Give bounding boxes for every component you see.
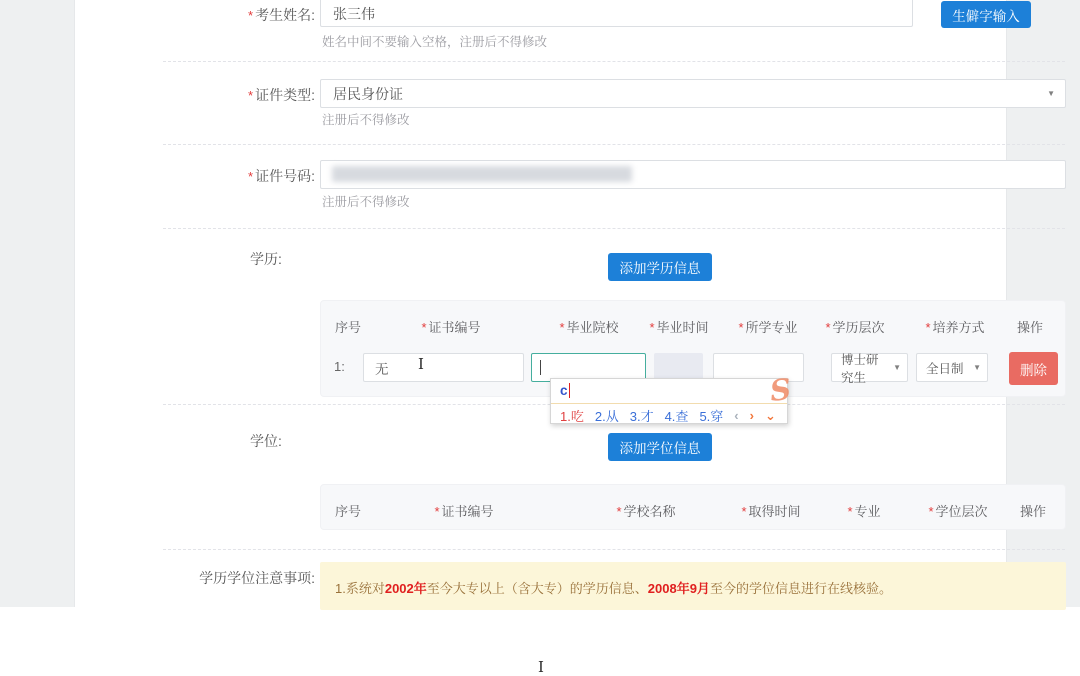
ime-expand-icon[interactable]: ⌄ xyxy=(764,407,776,423)
text-cursor-icon: I xyxy=(418,355,424,373)
id-number-redacted-value xyxy=(332,166,632,182)
ime-candidate-1[interactable]: 1.吃 xyxy=(560,409,584,424)
id-type-value: 居民身份证 xyxy=(333,85,403,102)
edu-row-index: 1: xyxy=(334,359,345,374)
deg-col-obtain-time: * 取得时间 xyxy=(741,504,801,519)
degree-table xyxy=(320,484,1066,530)
section-divider xyxy=(163,228,1065,229)
ime-prev-page-icon[interactable]: ‹ xyxy=(734,408,739,423)
chevron-down-icon: ▼ xyxy=(1047,89,1055,98)
candidate-name-input[interactable] xyxy=(320,0,913,27)
candidate-name-label: * 考生姓名: xyxy=(248,7,315,23)
text-caret xyxy=(540,360,541,375)
edu-col-mode: * 培养方式 xyxy=(925,320,985,335)
ime-candidate-5[interactable]: 5.穿 xyxy=(699,409,724,424)
ime-caret xyxy=(569,383,571,398)
deg-col-index: 序号 xyxy=(334,504,362,519)
ime-candidate-4[interactable]: 4.查 xyxy=(664,409,689,424)
deg-col-cert-no: * 证书编号 xyxy=(434,504,494,519)
edu-col-index: 序号 xyxy=(334,320,362,335)
deg-col-level: * 学位层次 xyxy=(928,504,988,519)
deg-col-actions: 操作 xyxy=(1019,504,1047,519)
required-asterisk: * xyxy=(248,88,254,103)
section-divider xyxy=(163,61,1065,62)
form-panel xyxy=(74,0,1055,676)
ime-candidate-3[interactable]: 3.才 xyxy=(629,409,654,424)
rare-character-input-button[interactable]: 生僻字输入 xyxy=(941,1,1031,28)
id-type-select[interactable] xyxy=(320,79,1066,108)
section-divider xyxy=(163,549,1065,550)
delete-row-button[interactable]: 删除 xyxy=(1009,352,1058,385)
add-degree-button[interactable]: 添加学位信息 xyxy=(608,433,712,461)
text-cursor-icon: I xyxy=(538,658,544,676)
ime-divider xyxy=(551,403,787,404)
edu-col-actions: 操作 xyxy=(1016,320,1044,335)
note-year-highlight: 2002年 xyxy=(384,581,427,596)
education-degree-notes: 1.系统对2002年至今大专以上（含大专）的学历信息、2008年9月至今的学位信息进行在线核验。 xyxy=(320,562,1066,610)
candidate-name-helper: 姓名中间不要输入空格，注册后不得修改 xyxy=(322,35,548,49)
edu-col-grad-time: * 毕业时间 xyxy=(649,320,709,335)
candidate-name-value: 张三伟 xyxy=(333,5,375,22)
notes-label: 学历学位注意事项: xyxy=(199,570,315,586)
edu-level-select[interactable]: 博士研究生 ▼ xyxy=(831,353,908,382)
id-type-helper: 注册后不得修改 xyxy=(322,113,410,127)
note-year-highlight: 2008年9月 xyxy=(647,581,710,596)
id-type-label: * 证件类型: xyxy=(248,87,315,103)
edu-cert-no-input[interactable]: 无 xyxy=(363,353,524,382)
add-education-button[interactable]: 添加学历信息 xyxy=(608,253,712,281)
deg-col-school-name: * 学校名称 xyxy=(616,504,676,519)
edu-col-major: * 所学专业 xyxy=(738,320,798,335)
edu-col-cert-no: * 证书编号 xyxy=(421,320,481,335)
required-asterisk: * xyxy=(248,8,254,23)
ime-next-page-icon[interactable]: › xyxy=(749,408,754,423)
degree-section-label: 学位: xyxy=(250,433,282,449)
chevron-down-icon: ▼ xyxy=(893,363,901,372)
edu-col-level: * 学历层次 xyxy=(825,320,885,335)
edu-mode-select[interactable]: 全日制 ▼ xyxy=(916,353,988,382)
sogou-logo-icon: S xyxy=(768,371,793,409)
chevron-down-icon: ▼ xyxy=(973,363,981,372)
education-section-label: 学历: xyxy=(250,251,282,267)
section-divider xyxy=(163,144,1065,145)
ime-candidate-list xyxy=(560,406,776,425)
ime-typed-text: c xyxy=(560,383,570,398)
edu-col-school: * 毕业院校 xyxy=(559,320,619,335)
id-number-helper: 注册后不得修改 xyxy=(322,195,410,209)
deg-col-major: * 专业 xyxy=(847,504,881,519)
id-number-label: * 证件号码: xyxy=(248,168,315,184)
required-asterisk: * xyxy=(248,169,254,184)
ime-popup xyxy=(550,371,793,424)
ime-candidate-2[interactable]: 2.从 xyxy=(594,409,619,424)
